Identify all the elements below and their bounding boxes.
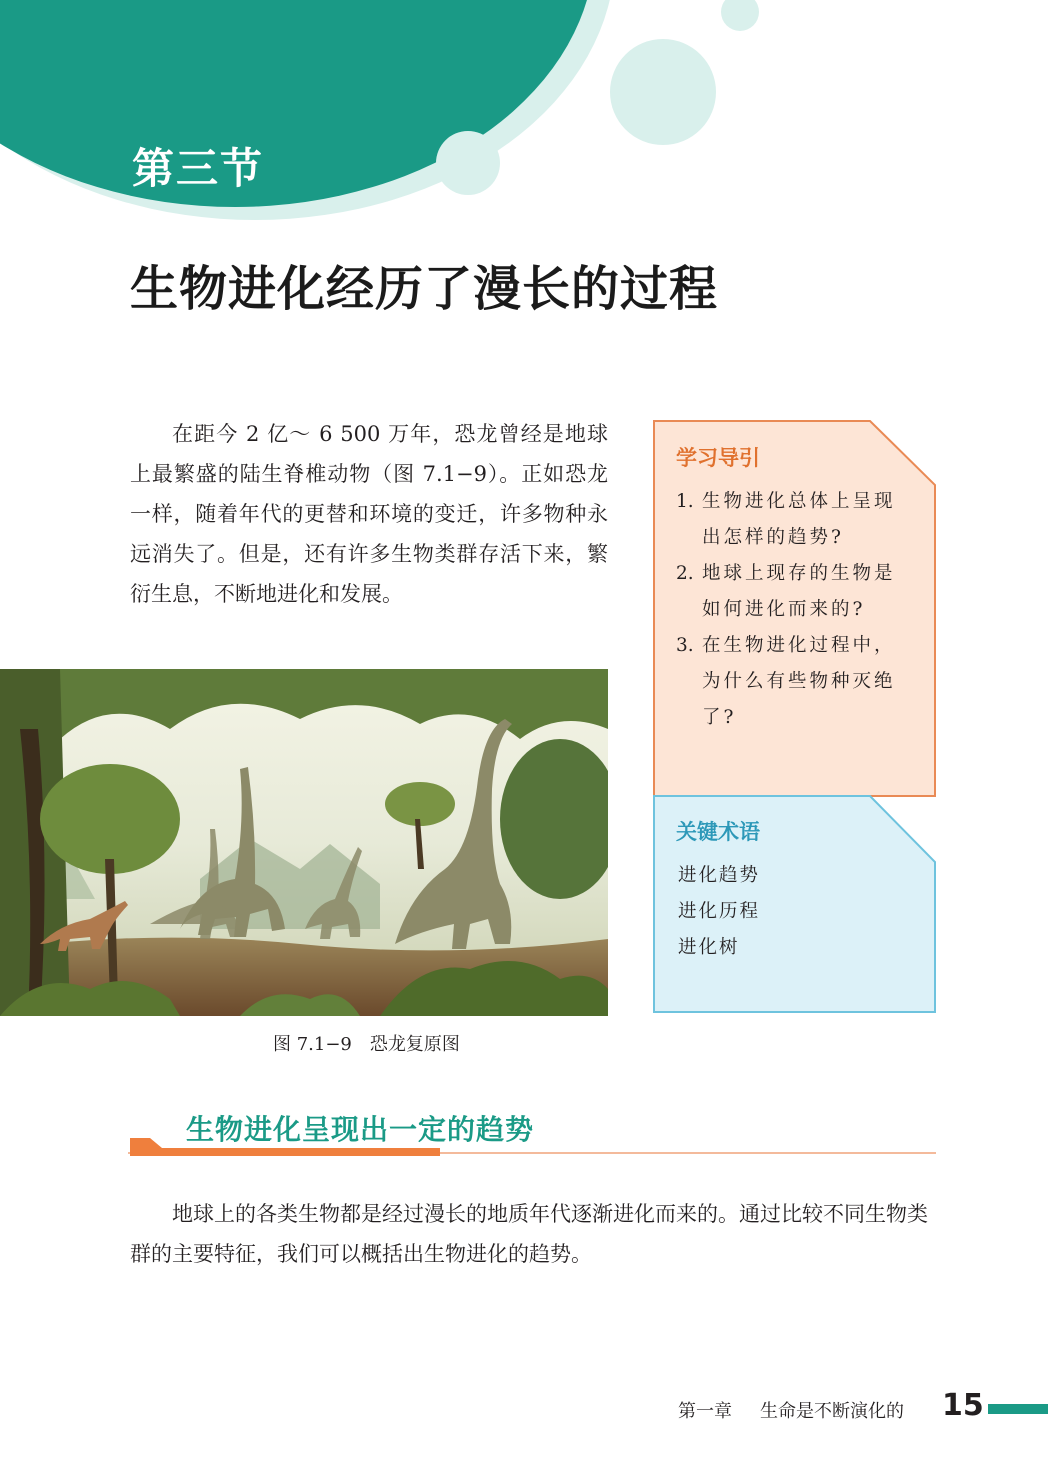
section-label: 第三节	[132, 144, 265, 193]
terms-title: 关键术语	[676, 820, 760, 844]
footer-chapter-title: 生命是不断演化的	[760, 1401, 904, 1422]
intro-paragraph: 在距今 2 亿～ 6 500 万年，恐龙曾经是地球上最繁盛的陆生脊椎动物（图 7.1−9）。正如恐龙一样，随着年代的更替和环境的变迁，许多物种永远消失了。但是，还有许多生物类群存活下来，繁衍生息，不断地进化和发展。	[130, 422, 608, 606]
subsection-paragraph: 地球上的各类生物都是经过漫长的地质年代逐渐进化而来的。通过比较不同生物类群的主要特征，我们可以概括出生物进化的趋势。	[130, 1202, 928, 1266]
decor-circle-medium	[436, 131, 500, 195]
decor-circle-small	[721, 0, 759, 31]
guide-list	[676, 484, 916, 736]
guide-title: 学习导引	[676, 446, 760, 470]
term-item: 进化趋势	[678, 865, 761, 886]
term-item: 进化树	[678, 937, 740, 958]
guide-item-number: 1.	[676, 491, 694, 512]
guide-item-text: 生物进化总体上呈现出怎样的趋势?	[702, 491, 896, 548]
page-number: 15	[942, 1388, 984, 1423]
header-teal-arc	[0, 0, 595, 207]
footer-chapter: 第一章	[678, 1401, 732, 1422]
header-decoration	[0, 0, 1048, 240]
footer-accent-bar	[988, 1404, 1048, 1414]
guide-item	[676, 484, 916, 556]
term-item: 进化历程	[678, 901, 761, 922]
guide-item-number: 2.	[676, 563, 694, 584]
guide-item-number: 3.	[676, 635, 694, 656]
dinosaur-illustration	[0, 669, 608, 1016]
subsection-heading: 生物进化呈现出一定的趋势	[186, 1113, 535, 1146]
guide-item-text: 在生物进化过程中，为什么有些物种灭绝了?	[702, 635, 896, 728]
page-title: 生物进化经历了漫长的过程	[130, 261, 719, 317]
decor-circle-large	[610, 39, 716, 145]
terms-list	[678, 858, 760, 966]
figure-caption: 图 7.1−9 恐龙复原图	[273, 1034, 460, 1055]
guide-item	[676, 556, 916, 628]
subsection-underline	[128, 1134, 938, 1158]
heading-accent-bar	[130, 1138, 440, 1156]
guide-item	[676, 628, 916, 736]
guide-item-text: 地球上现存的生物是如何进化而来的?	[702, 563, 896, 620]
